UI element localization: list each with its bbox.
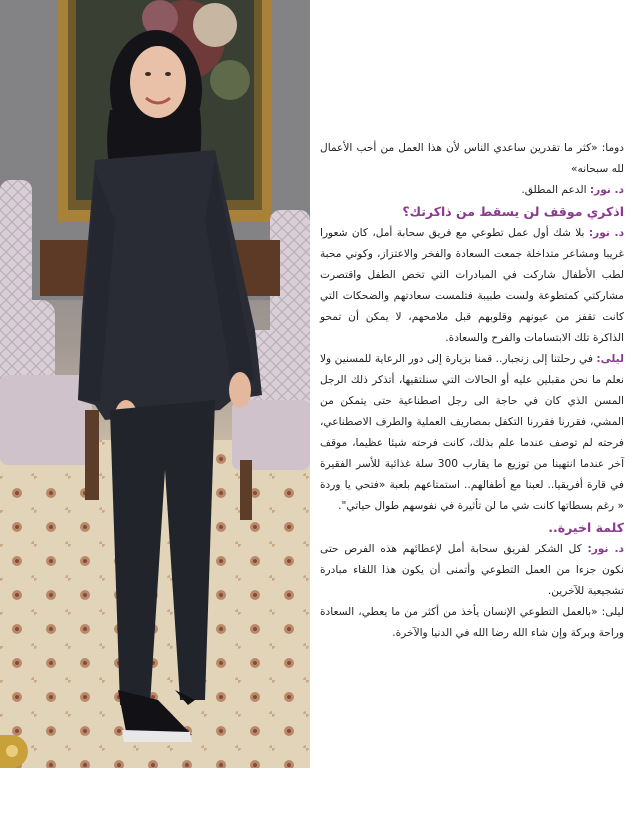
paragraph-quote: دوما: «كثر ما تقدرين ساعدي الناس لأن هذا العمل من أحب الأعمال لله سبحانه» <box>320 142 624 175</box>
question-memorable-moment: اذكري موقف لن يسقط من ذاكرتك؟ <box>402 204 624 219</box>
answer-text: في رحلتنا إلى زنجبار.. قمنا بزيارة إلى دور الرعاية للمسنين ولا نعلم ما نحن مقبلين عليه أو الحالات التي سنلتقيها، أتذكر ذلك الرجل المسن الذي كان في حاجة الى رجل اصطناعية حتى يتمكن من المشي، فقررنا فقررنا التكفل بمصاريف العملية والطرف الاصطناعي، فرحته لم توصف عندما علم بذلك، كانت فرحته شيئا عظيما، موقف آخر عندما انتهينا من توزيع ما يقارب 300 سلة غذائية للأسر الفقيرة في قارة أفريقيا.. لعبنا مع أطفالهم.. استمتاعهم بلعبة «فتحي يا وردة « رغم بسطاتها كانت شي ما لن تأثيرة في نفوسهم طوال حياتي". <box>320 353 625 512</box>
question-final-word: كلمة اخيرة.. <box>548 520 624 535</box>
answer-text: بلا شك أول عمل تطوعي مع فريق سحابة أمل، كان شعورا غريبا ومشاعر متداخلة جمعت السعادة والفخر والاعتزاز، وكوني محبة لطب الأطفال شاركت في المبادرات التي تخص الطفل واقتصرت مشاركتي كمتطوعة ولست طبيبة فتلمست سعادتهم والضحكات التي كانت تقفز من عيونهم وقلوبهم قبل ملامحهم، لا يمكن أن تمحو الذاكرة تلك الابتسامات والفرح والسعادة. <box>320 227 624 344</box>
answer-text: الدعم المطلق. <box>521 184 590 196</box>
paragraph-answer-noor-2 <box>320 223 624 349</box>
answer-text: كل الشكر لفريق سحابة أمل لإعطائهم هذه الفرص حتى نكون جزءا من العمل التطوعي وأتمنى أن يكون هذا اللقاء مبادرة تشجيعية للآخرين. <box>320 543 624 597</box>
photo-illustration <box>0 0 310 768</box>
speaker-noor: د. نور: <box>588 227 625 239</box>
speaker-noor: د. نور: <box>587 543 624 555</box>
paragraph-answer-noor-1 <box>320 180 624 201</box>
paragraph-answer-layla-final: ليلى: «بالعمل التطوعي الإنسان يأخذ من أكثر من ما يعطي، السعادة وراحة وبركة وإن شاء الله رضا الله في الدنيا والآخرة. <box>320 606 624 639</box>
paragraph-answer-layla <box>320 349 624 517</box>
paragraph-answer-noor-3 <box>320 539 624 602</box>
speaker-noor: د. نور: <box>589 184 624 196</box>
speaker-layla: ليلى: <box>596 353 624 365</box>
interview-article <box>320 138 624 644</box>
interview-photo <box>0 0 310 768</box>
